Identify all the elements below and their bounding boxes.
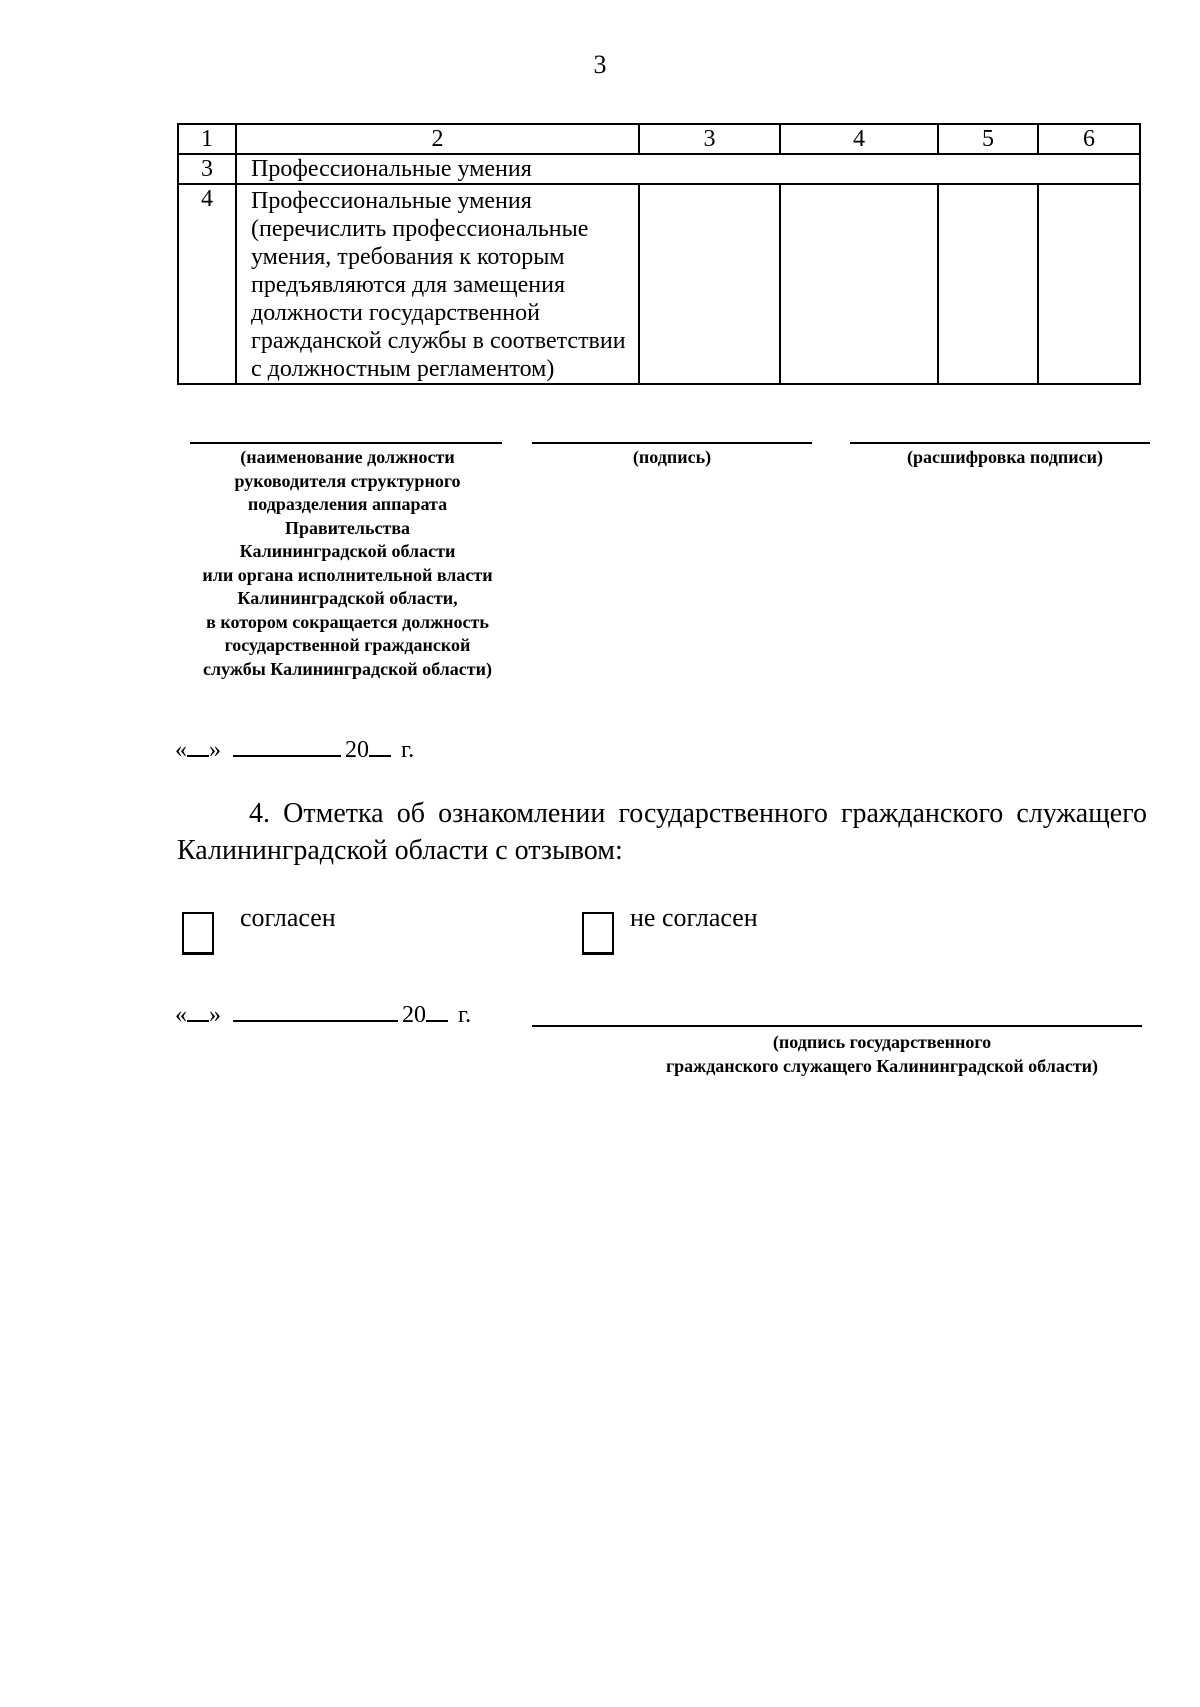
skills-table (177, 123, 1141, 385)
section-title: Профессиональные умения (236, 154, 1140, 184)
table-header-cell: 2 (236, 124, 639, 154)
table-header-cell: 6 (1038, 124, 1140, 154)
date-field (175, 733, 414, 764)
disagree-checkbox[interactable] (582, 912, 614, 955)
table-row (178, 184, 1140, 384)
close-quote: » (209, 737, 221, 763)
empty-cell[interactable] (639, 184, 780, 384)
table-header-cell: 5 (938, 124, 1038, 154)
month-blank[interactable] (233, 733, 341, 757)
year-blank[interactable] (369, 733, 391, 757)
date-field (175, 998, 471, 1029)
employee-signature-caption: (подпись государственного гражданского служащего Калининградской области) (665, 1032, 1099, 1076)
agree-checkbox[interactable] (182, 912, 214, 955)
disagree-label: не согласен (630, 903, 758, 932)
row-number: 4 (178, 184, 236, 384)
row-number: 3 (178, 154, 236, 184)
year-prefix: 20 (345, 737, 369, 763)
open-quote: « (175, 1002, 187, 1028)
decoding-signature-line[interactable] (850, 442, 1150, 444)
day-blank[interactable] (187, 733, 209, 757)
table-header-cell: 4 (780, 124, 938, 154)
empty-cell[interactable] (1038, 184, 1140, 384)
table-header-cell: 1 (178, 124, 236, 154)
year-prefix: 20 (402, 1002, 426, 1028)
page-number: 3 (593, 50, 607, 79)
close-quote: » (209, 1002, 221, 1028)
signature-line[interactable] (532, 442, 812, 444)
table-header-cell: 3 (639, 124, 780, 154)
year-suffix: г. (458, 1002, 472, 1028)
position-caption: (наименование должности руководителя структурного подразделения аппарата Правительства Калининградской области или органа исполнительной власти Калининградской области, в котором сокращается должность государственной гражданской службы Калининградской области) (202, 447, 493, 679)
table-header-row (178, 124, 1140, 154)
table-section-row (178, 154, 1140, 184)
signature-caption: (подпись) (632, 447, 712, 467)
agree-label: согласен (240, 903, 336, 932)
year-blank[interactable] (426, 998, 448, 1022)
decoding-caption: (расшифровка подписи) (907, 447, 1103, 467)
section-4-line-1: 4. Отметка об ознакомлении государственного гражданского служащего (249, 798, 1147, 829)
empty-cell[interactable] (780, 184, 938, 384)
employee-signature-line[interactable] (532, 1025, 1142, 1027)
year-suffix: г. (401, 737, 415, 763)
position-signature-line[interactable] (190, 442, 502, 444)
month-blank[interactable] (233, 998, 398, 1022)
section-4-line-2: Калининградской области с отзывом: (177, 835, 623, 866)
skill-description: Профессиональные умения (перечислить профессиональные умения, требования к которым предъявляются для замещения должности государственной гражданской службы в соответствии с должностным регламентом) (236, 184, 639, 384)
open-quote: « (175, 737, 187, 763)
empty-cell[interactable] (938, 184, 1038, 384)
section-4-heading (177, 795, 1147, 869)
day-blank[interactable] (187, 998, 209, 1022)
